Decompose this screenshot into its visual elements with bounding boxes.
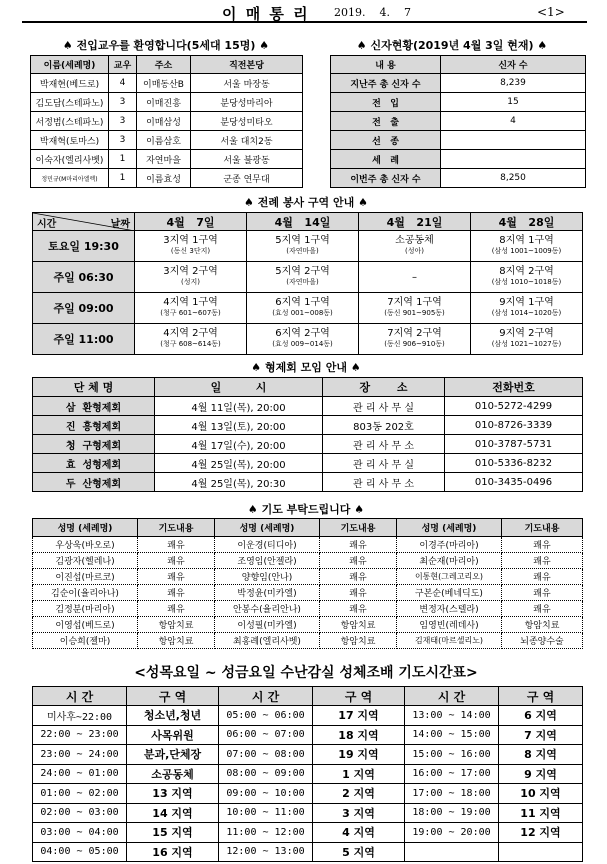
adoration-cell: 분과,단체장	[127, 745, 219, 765]
prayer-row	[33, 553, 583, 569]
adoration-cell: 11:00 ~ 12:00	[219, 823, 313, 843]
prayer-column-header: 성명 (세례명)	[397, 519, 502, 537]
prayer-cell: 조영임(안젤라)	[215, 553, 320, 569]
meetings-cell: 4월 11일(목), 20:00	[155, 397, 323, 416]
service-cell	[471, 231, 583, 262]
service-row	[33, 231, 583, 262]
prayer-table	[32, 518, 583, 649]
service-sub: (동신 906~910동)	[384, 340, 445, 348]
prayer-cell: 이영섭(베드로)	[33, 617, 138, 633]
status-row	[331, 93, 586, 112]
adoration-cell: 24:00 ~ 01:00	[33, 764, 127, 784]
status-value	[441, 131, 586, 150]
meetings-cell: 010-5272-4299	[445, 397, 583, 416]
status-row	[331, 150, 586, 169]
adoration-cell: 8 지역	[499, 745, 583, 765]
welcome-cell: 자연마을	[137, 150, 191, 169]
status-column-header: 신자 수	[441, 56, 586, 74]
service-cell	[135, 293, 247, 324]
service-time: 주일 09:00	[33, 293, 135, 324]
adoration-cell: 05:00 ~ 06:00	[219, 706, 313, 726]
adoration-cell: 16:00 ~ 17:00	[405, 764, 499, 784]
meetings-cell: 삼 환형제회	[33, 397, 155, 416]
welcome-column-header: 교우	[109, 56, 137, 74]
service-title: ♠ 전례 봉사 구역 안내 ♠	[244, 196, 368, 209]
adoration-cell	[499, 842, 583, 862]
prayer-row	[33, 633, 583, 649]
status-label: 전 입	[331, 93, 441, 112]
welcome-cell: 이매동산B	[137, 74, 191, 93]
service-date-header: 4월 21일	[359, 213, 471, 231]
adoration-cell	[405, 842, 499, 862]
prayer-column-header: 성명 (세례명)	[215, 519, 320, 537]
adoration-cell: 사목위원	[127, 725, 219, 745]
service-area: 7지역 2구역	[387, 328, 442, 339]
adoration-cell: 06:00 ~ 07:00	[219, 725, 313, 745]
service-sub: (청구 601~607동)	[160, 309, 221, 317]
adoration-row	[33, 823, 583, 843]
welcome-column-header: 직전본당	[191, 56, 303, 74]
service-sub: (성아)	[405, 247, 424, 255]
adoration-cell: 17:00 ~ 18:00	[405, 784, 499, 804]
prayer-row	[33, 537, 583, 553]
status-label: 지난주 총 신자 수	[331, 74, 441, 93]
service-cell	[247, 324, 359, 355]
meetings-column-header: 일 시	[155, 378, 323, 397]
prayer-cell: 뇌종양수술	[502, 633, 583, 649]
prayer-cell: 쾌유	[320, 585, 397, 601]
welcome-row	[31, 131, 303, 150]
corner-diagonal	[33, 213, 135, 231]
service-sub: (성지)	[181, 278, 200, 286]
adoration-row	[33, 842, 583, 862]
adoration-cell: 15:00 ~ 16:00	[405, 745, 499, 765]
welcome-cell: 김도담(스테파노)	[31, 93, 109, 112]
adoration-cell: 12:00 ~ 13:00	[219, 842, 313, 862]
adoration-cell: 14 지역	[127, 803, 219, 823]
prayer-cell: 쾌유	[502, 585, 583, 601]
prayer-cell: 김정분(마리아)	[33, 601, 138, 617]
service-cell	[247, 293, 359, 324]
service-corner	[33, 213, 135, 231]
service-cell	[247, 262, 359, 293]
meetings-cell: 관 리 사 무 실	[323, 397, 445, 416]
prayer-cell: 쾌유	[320, 537, 397, 553]
service-time: 토요일 19:30	[33, 231, 135, 262]
welcome-cell: 군종 연무대	[191, 169, 303, 188]
prayer-cell: 쾌유	[138, 601, 215, 617]
adoration-cell: 4 지역	[313, 823, 405, 843]
status-value	[441, 150, 586, 169]
prayer-cell: 쾌유	[138, 553, 215, 569]
welcome-cell: 서울 불광동	[191, 150, 303, 169]
corner-date-label: 날짜	[110, 219, 130, 230]
meetings-cell: 4월 25일(목), 20:30	[155, 473, 323, 492]
prayer-cell: 김순이(율리아나)	[33, 585, 138, 601]
status-table	[330, 55, 586, 188]
prayer-column-header: 성명 (세례명)	[33, 519, 138, 537]
service-cell	[135, 324, 247, 355]
service-cell	[359, 231, 471, 262]
meetings-title: ♠ 형제회 모임 안내 ♠	[251, 361, 361, 374]
meetings-cell: 010-8726-3339	[445, 416, 583, 435]
adoration-column-header: 구 역	[127, 687, 219, 706]
adoration-cell: 10 지역	[499, 784, 583, 804]
prayer-header-row	[33, 519, 583, 537]
service-cell	[471, 324, 583, 355]
prayer-cell: 양향임(안나)	[215, 569, 320, 585]
prayer-cell: 쾌유	[138, 569, 215, 585]
adoration-cell: 9 지역	[499, 764, 583, 784]
adoration-cell: 15 지역	[127, 823, 219, 843]
adoration-row	[33, 764, 583, 784]
meetings-cell: 010-3787-5731	[445, 435, 583, 454]
welcome-cell: 3	[109, 93, 137, 112]
status-value: 8,239	[441, 74, 586, 93]
prayer-cell: 이성필(미카엘)	[215, 617, 320, 633]
adoration-cell: 07:00 ~ 08:00	[219, 745, 313, 765]
service-area: 9지역 1구역	[499, 297, 554, 308]
adoration-column-header: 구 역	[313, 687, 405, 706]
prayer-cell: 쾌유	[138, 585, 215, 601]
service-sub: (자연마을)	[286, 278, 319, 286]
service-time: 주일 06:30	[33, 262, 135, 293]
service-area: 8지역 2구역	[499, 266, 554, 277]
meetings-row	[33, 397, 583, 416]
service-date-header: 4월 14일	[247, 213, 359, 231]
prayer-cell: 변정자(스텔라)	[397, 601, 502, 617]
service-area: –	[412, 271, 417, 283]
prayer-cell: 쾌유	[502, 553, 583, 569]
welcome-cell: 박재현(베드로)	[31, 74, 109, 93]
meetings-cell: 803동 202호	[323, 416, 445, 435]
service-area: 5지역 2구역	[275, 266, 330, 277]
prayer-cell: 쾌유	[138, 537, 215, 553]
service-area: 3지역 2구역	[163, 266, 218, 277]
adoration-cell: 2 지역	[313, 784, 405, 804]
status-column-header: 내 용	[331, 56, 441, 74]
status-label: 세 례	[331, 150, 441, 169]
service-date-header: 4월 28일	[471, 213, 583, 231]
adoration-cell: 16 지역	[127, 842, 219, 862]
service-cell	[359, 324, 471, 355]
status-row	[331, 112, 586, 131]
prayer-column-header: 기도내용	[320, 519, 397, 537]
status-label: 이번주 총 신자 수	[331, 169, 441, 188]
prayer-cell: 쾌유	[502, 601, 583, 617]
adoration-column-header: 시 간	[33, 687, 127, 706]
welcome-row	[31, 112, 303, 131]
meetings-row	[33, 416, 583, 435]
meetings-column-header: 단 체 명	[33, 378, 155, 397]
prayer-cell: 항암치료	[138, 633, 215, 649]
welcome-cell: 서울 대치2동	[191, 131, 303, 150]
adoration-cell: 12 지역	[499, 823, 583, 843]
status-value: 15	[441, 93, 586, 112]
prayer-column-header: 기도내용	[138, 519, 215, 537]
prayer-row	[33, 617, 583, 633]
welcome-cell: 분당성마리아	[191, 93, 303, 112]
service-row	[33, 262, 583, 293]
adoration-cell: 소공동체	[127, 764, 219, 784]
prayer-cell: 쾌유	[502, 537, 583, 553]
adoration-row	[33, 725, 583, 745]
service-sub: (자연마을)	[286, 247, 319, 255]
service-sub: (동신 901~905동)	[384, 309, 445, 317]
status-row	[331, 131, 586, 150]
prayer-row	[33, 569, 583, 585]
prayer-title: ♠ 기도 부탁드립니다 ♠	[247, 503, 365, 516]
issue-date: 2019. 4. 7	[334, 6, 411, 19]
adoration-column-header: 시 간	[219, 687, 313, 706]
welcome-title: ♠ 전입교우를 환영합니다(5세대 15명) ♠	[62, 39, 270, 52]
meetings-cell: 관 리 사 무 소	[323, 435, 445, 454]
service-date-header: 4월 7일	[135, 213, 247, 231]
service-area: 4지역 2구역	[163, 328, 218, 339]
service-area: 8지역 1구역	[499, 235, 554, 246]
adoration-cell: 18:00 ~ 19:00	[405, 803, 499, 823]
meetings-cell: 4월 17일(수), 20:00	[155, 435, 323, 454]
adoration-column-header: 시 간	[405, 687, 499, 706]
status-row	[331, 74, 586, 93]
service-area: 소공동체	[395, 235, 434, 246]
welcome-cell: 이매삼성	[137, 112, 191, 131]
prayer-cell: 항암치료	[320, 617, 397, 633]
adoration-cell: 7 지역	[499, 725, 583, 745]
adoration-cell: 23:00 ~ 24:00	[33, 745, 127, 765]
welcome-cell: 3	[109, 112, 137, 131]
service-sub: (청구 608~614동)	[160, 340, 221, 348]
prayer-cell: 항암치료	[502, 617, 583, 633]
adoration-title: <성목요일 ~ 성금요일 수난감실 성체조배 기도시간표>	[134, 665, 478, 681]
prayer-cell: 김광자(헬레나)	[33, 553, 138, 569]
adoration-table	[32, 686, 583, 862]
service-sub: (효성 009~014동)	[272, 340, 333, 348]
meetings-cell: 진 흥형제회	[33, 416, 155, 435]
adoration-cell: 1 지역	[313, 764, 405, 784]
welcome-cell: 1	[109, 150, 137, 169]
service-cell	[135, 262, 247, 293]
welcome-cell: 이숙자(엘리사벳)	[31, 150, 109, 169]
adoration-row	[33, 706, 583, 726]
service-sub: (동신 3단지)	[170, 247, 211, 255]
service-sub: (삼성 1021~1027동)	[491, 340, 562, 348]
service-cell	[471, 262, 583, 293]
meetings-header-row	[33, 378, 583, 397]
meetings-cell: 4월 13일(토), 20:00	[155, 416, 323, 435]
adoration-column-header: 구 역	[499, 687, 583, 706]
prayer-row	[33, 585, 583, 601]
welcome-cell: 서정범(스테파노)	[31, 112, 109, 131]
service-cell	[135, 231, 247, 262]
adoration-cell: 청소년,청년	[127, 706, 219, 726]
service-table	[32, 212, 583, 355]
meetings-column-header: 장 소	[323, 378, 445, 397]
adoration-cell: 3 지역	[313, 803, 405, 823]
meetings-cell: 두 산형제회	[33, 473, 155, 492]
welcome-cell: 서울 마장동	[191, 74, 303, 93]
prayer-cell: 쾌유	[320, 553, 397, 569]
adoration-cell: 6 지역	[499, 706, 583, 726]
meetings-cell: 4월 25일(목), 20:00	[155, 454, 323, 473]
adoration-cell: 11 지역	[499, 803, 583, 823]
prayer-cell: 최홍례(엘리사벳)	[215, 633, 320, 649]
service-area: 9지역 2구역	[499, 328, 554, 339]
welcome-cell: 이매진흥	[137, 93, 191, 112]
meetings-cell: 관 리 사 무 실	[323, 454, 445, 473]
status-value: 8,250	[441, 169, 586, 188]
welcome-column-header: 이름(세례명)	[31, 56, 109, 74]
welcome-row	[31, 150, 303, 169]
welcome-table	[30, 55, 303, 188]
service-area: 4지역 1구역	[163, 297, 218, 308]
welcome-column-header: 주소	[137, 56, 191, 74]
welcome-cell: 1	[109, 169, 137, 188]
prayer-cell: 쾌유	[502, 569, 583, 585]
welcome-header-row	[31, 56, 303, 74]
prayer-cell: 박정윤(미카엘)	[215, 585, 320, 601]
service-sub: (삼성 1001~1009동)	[491, 247, 562, 255]
service-sub: (삼성 1014~1020동)	[491, 309, 562, 317]
adoration-cell: 22:00 ~ 23:00	[33, 725, 127, 745]
adoration-cell: 19:00 ~ 20:00	[405, 823, 499, 843]
welcome-cell: 4	[109, 74, 137, 93]
status-row	[331, 169, 586, 188]
service-sub: (효성 001~008동)	[272, 309, 333, 317]
page-number: <1>	[537, 5, 565, 19]
meetings-cell: 청 구형제회	[33, 435, 155, 454]
adoration-cell: 17 지역	[313, 706, 405, 726]
prayer-cell: 이진섭(마르코)	[33, 569, 138, 585]
adoration-cell: 03:00 ~ 04:00	[33, 823, 127, 843]
welcome-row	[31, 74, 303, 93]
meetings-row	[33, 454, 583, 473]
welcome-cell: 이름삼호	[137, 131, 191, 150]
meetings-row	[33, 435, 583, 454]
welcome-row	[31, 169, 303, 188]
welcome-row	[31, 93, 303, 112]
welcome-cell: 정민규(M마리아엘렉)	[31, 169, 109, 188]
service-time: 주일 11:00	[33, 324, 135, 355]
adoration-cell: 19 지역	[313, 745, 405, 765]
adoration-cell: 08:00 ~ 09:00	[219, 764, 313, 784]
service-area: 3지역 1구역	[163, 235, 218, 246]
status-title: ♠ 신자현황(2019년 4월 3일 현재) ♠	[356, 39, 548, 52]
adoration-cell: 18 지역	[313, 725, 405, 745]
prayer-cell: 항암치료	[320, 633, 397, 649]
adoration-cell: 01:00 ~ 02:00	[33, 784, 127, 804]
adoration-cell: 09:00 ~ 10:00	[219, 784, 313, 804]
service-row	[33, 293, 583, 324]
adoration-cell: 13:00 ~ 14:00	[405, 706, 499, 726]
welcome-cell: 박재혁(토마스)	[31, 131, 109, 150]
prayer-cell: 구본순(베네딕도)	[397, 585, 502, 601]
meetings-cell: 010-3435-0496	[445, 473, 583, 492]
meetings-table	[32, 377, 583, 492]
adoration-cell: 14:00 ~ 15:00	[405, 725, 499, 745]
service-area: 6지역 2구역	[275, 328, 330, 339]
welcome-cell: 이름효성	[137, 169, 191, 188]
meetings-cell: 010-5336-8232	[445, 454, 583, 473]
meetings-cell: 관 리 사 무 소	[323, 473, 445, 492]
prayer-column-header: 기도내용	[502, 519, 583, 537]
status-value: 4	[441, 112, 586, 131]
service-area: 7지역 1구역	[387, 297, 442, 308]
meetings-column-header: 전화번호	[445, 378, 583, 397]
adoration-header-row	[33, 687, 583, 706]
corner-time-label: 시간	[37, 219, 57, 230]
status-label: 전 출	[331, 112, 441, 131]
prayer-cell: 이승희(젤마)	[33, 633, 138, 649]
service-cell	[359, 293, 471, 324]
adoration-cell: 02:00 ~ 03:00	[33, 803, 127, 823]
adoration-row	[33, 803, 583, 823]
service-cell	[247, 231, 359, 262]
prayer-cell: 안봉수(율리안나)	[215, 601, 320, 617]
service-area: 5지역 1구역	[275, 235, 330, 246]
service-cell	[471, 293, 583, 324]
prayer-cell: 이경주(마리아)	[397, 537, 502, 553]
prayer-cell: 쾌유	[320, 569, 397, 585]
prayer-cell: 쾌유	[320, 601, 397, 617]
header-bar	[22, 3, 587, 23]
prayer-cell: 김재태(마르셀리노)	[397, 633, 502, 649]
service-sub: (삼성 1010~1018동)	[491, 278, 562, 286]
status-label: 선 종	[331, 131, 441, 150]
service-row	[33, 324, 583, 355]
prayer-cell: 최순재(마리아)	[397, 553, 502, 569]
prayer-row	[33, 601, 583, 617]
prayer-cell: 이운경(티디아)	[215, 537, 320, 553]
service-cell	[359, 262, 471, 293]
service-area: 6지역 1구역	[275, 297, 330, 308]
welcome-cell: 분당성미타오	[191, 112, 303, 131]
meetings-cell: 효 성형제회	[33, 454, 155, 473]
status-header-row	[331, 56, 586, 74]
prayer-cell: 우상욱(바오로)	[33, 537, 138, 553]
adoration-row	[33, 784, 583, 804]
adoration-cell: 10:00 ~ 11:00	[219, 803, 313, 823]
welcome-cell: 3	[109, 131, 137, 150]
adoration-cell: 04:00 ~ 05:00	[33, 842, 127, 862]
prayer-cell: 이통현(그레고리오)	[397, 569, 502, 585]
adoration-cell: 13 지역	[127, 784, 219, 804]
service-header-row	[33, 213, 583, 231]
meetings-row	[33, 473, 583, 492]
prayer-cell: 항암치료	[138, 617, 215, 633]
adoration-cell: 미사후~22:00	[33, 706, 127, 726]
newsletter-title: 이 매 통 리	[222, 5, 310, 23]
adoration-row	[33, 745, 583, 765]
prayer-cell: 임영빈(레데사)	[397, 617, 502, 633]
adoration-cell: 5 지역	[313, 842, 405, 862]
